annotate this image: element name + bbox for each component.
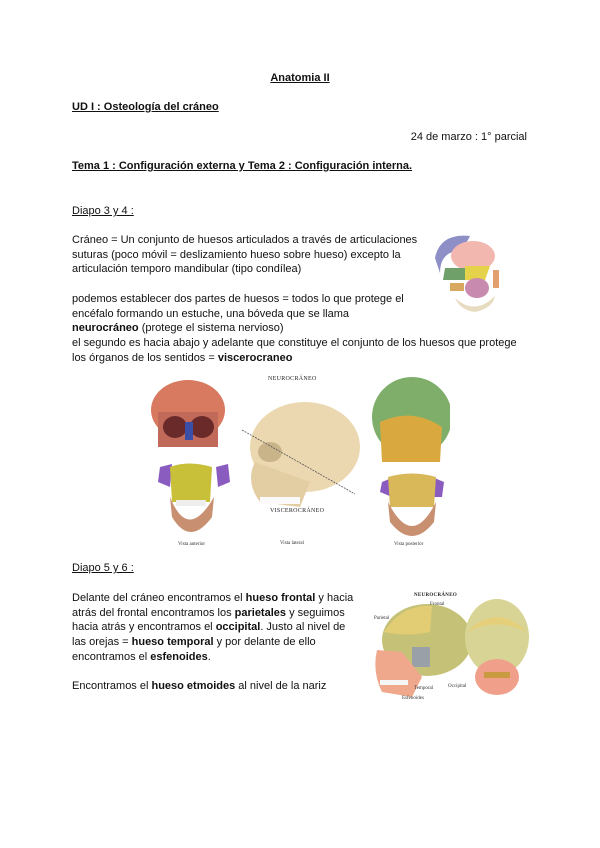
text-line: atrás del frontal encontramos los — [72, 606, 235, 619]
label-parietal: Parietal — [374, 616, 390, 621]
term: hueso temporal — [131, 636, 214, 649]
section1-heading: Diapo 3 y 4 : — [72, 205, 134, 217]
label-occipital: Occipital — [448, 684, 467, 689]
text-line: hacia atrás y encontramos el — [72, 621, 216, 634]
text-line: Encontramos el — [72, 680, 152, 693]
label-viscerocraneo: VISCEROCRÁNEO — [270, 508, 325, 514]
label-neurocraneo-2: NEUROCRÁNEO — [414, 593, 458, 598]
topic-heading: Tema 1 : Configuración externa y Tema 2 : Configuración interna. — [72, 160, 413, 172]
text-line: encéfalo formando un estuche, una bóveda que se llama — [72, 307, 350, 320]
section1-paragraph1 — [72, 233, 417, 277]
text-line: las orejas = — [72, 636, 132, 649]
label-esfenoides: Esfenoides — [402, 696, 424, 701]
text-line: . Justo al nivel de — [260, 621, 346, 634]
text-line: podemos establecer dos partes de huesos = todos lo que protege el — [72, 293, 404, 305]
text-line: (protege el sistema nervioso) — [138, 322, 284, 335]
term: hueso frontal — [245, 592, 316, 604]
text-line: los órganos de los sentidos = — [72, 351, 218, 364]
text-line: Delante del cráneo encontramos el — [72, 592, 246, 604]
term-neurocraneo: neurocráneo — [72, 322, 139, 335]
term: parietales — [234, 606, 287, 619]
document-title: Anatomia II — [270, 72, 330, 84]
text-line: . — [207, 650, 211, 663]
term: occipital — [215, 621, 261, 634]
text-line: el segundo es hacia abajo y adelante que constituye el conjunto de los huesos que protege — [72, 337, 517, 350]
term-viscerocraneo: viscerocraneo — [217, 351, 293, 364]
text-line: al nivel de la nariz — [235, 680, 327, 693]
caption-anterior: Vista anterior — [178, 542, 206, 547]
text-line: articulación temporo mandibular (tipo condílea) — [72, 263, 302, 276]
skull-views-image — [150, 372, 450, 552]
skull-bones-figure — [372, 592, 532, 704]
caption-lateral: Vista lateral — [280, 541, 304, 546]
text-line: encontramos el — [72, 650, 151, 663]
term: hueso etmoides — [151, 680, 236, 693]
label-temporal: Temporal — [414, 686, 434, 691]
text-line: y por delante de ello — [213, 636, 316, 649]
section2-paragraph — [72, 591, 353, 694]
exam-date: 24 de marzo : 1° parcial — [410, 131, 527, 143]
skull-views-figure — [150, 372, 450, 552]
unit-heading: UD I : Osteología del cráneo — [72, 101, 219, 113]
term: esfenoides — [150, 650, 208, 663]
text-line: y seguimos — [286, 606, 345, 619]
label-neurocraneo: NEUROCRÁNEO — [268, 376, 317, 382]
text-line: y hacia — [315, 592, 354, 604]
section2-heading: Diapo 5 y 6 : — [72, 562, 134, 574]
exploded-skull-image — [415, 228, 510, 318]
text-line: suturas (poco móvil = deslizamiento hueso sobre hueso) excepto la — [72, 248, 401, 261]
text-line: Cráneo = Un conjunto de huesos articulados a través de articulaciones — [72, 234, 418, 246]
label-frontal: Frontal — [430, 602, 445, 607]
caption-posterior: Vista posterior — [394, 542, 424, 547]
